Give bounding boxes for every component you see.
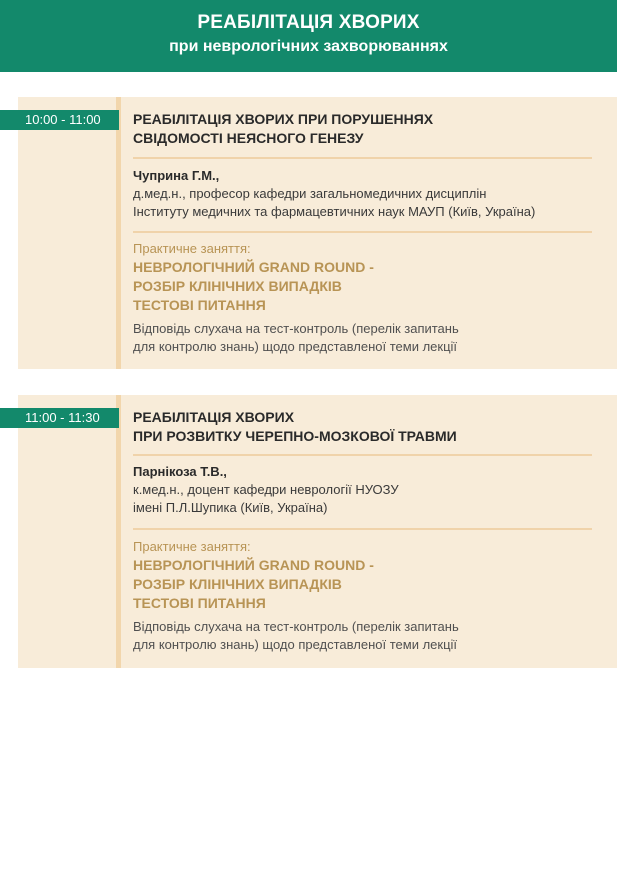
- session-title-line: РЕАБІЛІТАЦІЯ ХВОРИХ ПРИ ПОРУШЕННЯХ: [133, 111, 434, 127]
- page-title: РЕАБІЛІТАЦІЯ ХВОРИХ: [197, 12, 420, 33]
- practice-note-line: Відповідь слухача на тест-контроль (перелік запитань: [133, 321, 459, 336]
- practice-section: [133, 240, 603, 356]
- session-title-line: ПРИ РОЗВИТКУ ЧЕРЕПНО-МОЗКОВОЇ ТРАВМИ: [133, 428, 457, 444]
- session-title-line: СВІДОМОСТІ НЕЯСНОГО ГЕНЕЗУ: [133, 130, 364, 146]
- divider: [133, 231, 592, 233]
- practice-label: Практичне заняття:: [133, 539, 251, 554]
- session-time: 10:00 - 11:00: [0, 110, 119, 130]
- speaker-info: [133, 463, 603, 517]
- practice-title-line: ТЕСТОВІ ПИТАННЯ: [133, 297, 266, 313]
- speaker-info: [133, 167, 603, 221]
- session-accent-bar: [116, 97, 121, 369]
- divider: [133, 157, 592, 159]
- speaker-desc-line: Інституту медичних та фармацевтичних наук МАУП (Київ, Україна): [133, 204, 536, 219]
- divider: [133, 454, 592, 456]
- practice-note-line: Відповідь слухача на тест-контроль (перелік запитань: [133, 619, 459, 634]
- session-title-line: РЕАБІЛІТАЦІЯ ХВОРИХ: [133, 409, 295, 425]
- practice-label: Практичне заняття:: [133, 241, 251, 256]
- session-title: [133, 110, 603, 148]
- speaker-desc-line: д.мед.н., професор кафедри загальномедичних дисциплін: [133, 186, 487, 201]
- speaker-desc-line: імені П.Л.Шупика (Київ, Україна): [133, 500, 328, 515]
- divider: [133, 528, 592, 530]
- page-subtitle: при неврологічних захворюваннях: [169, 38, 448, 55]
- practice-title-line: ТЕСТОВІ ПИТАННЯ: [133, 595, 266, 611]
- speaker-name: Чуприна Г.М.,: [133, 168, 220, 183]
- practice-note-line: для контролю знань) щодо представленої теми лекції: [133, 339, 458, 354]
- practice-title-line: РОЗБІР КЛІНІЧНИХ ВИПАДКІВ: [133, 576, 342, 592]
- practice-title-line: РОЗБІР КЛІНІЧНИХ ВИПАДКІВ: [133, 278, 342, 294]
- practice-title-line: НЕВРОЛОГІЧНИЙ GRAND ROUND -: [133, 557, 374, 573]
- practice-title-line: НЕВРОЛОГІЧНИЙ GRAND ROUND -: [133, 259, 374, 275]
- speaker-desc-line: к.мед.н., доцент кафедри неврології НУОЗУ: [133, 482, 399, 497]
- practice-note-line: для контролю знань) щодо представленої теми лекції: [133, 637, 458, 652]
- session-accent-bar: [116, 395, 121, 668]
- page-header: [0, 0, 617, 72]
- speaker-name: Парнікоза Т.В.,: [133, 464, 227, 479]
- session-title: [133, 408, 603, 446]
- session-time: 11:00 - 11:30: [0, 408, 119, 428]
- practice-section: [133, 538, 603, 654]
